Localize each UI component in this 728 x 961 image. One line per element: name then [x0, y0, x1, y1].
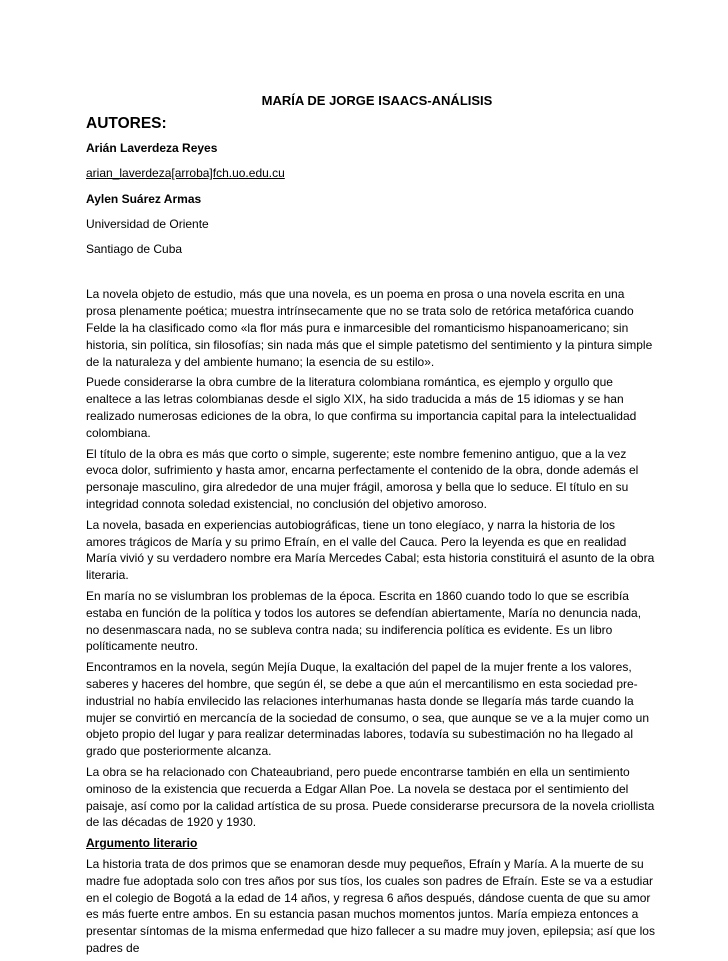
document-title: MARÍA DE JORGE ISAACS-ANÁLISIS [261, 93, 493, 108]
document-page [86, 92, 656, 961]
spacer [86, 266, 656, 286]
paragraph: La historia trata de dos primos que se enamoran desde muy pequeños, Efraín y María. A la muerte de su madre fue adoptada solo con tres años por sus tíos, los cuales son padres de Efraín. Este se va a estudiar en el colegio de Bogotá a la edad de 14 años, y regresa 6 años después, dándose cuenta de que su amor es más fuerte entre ambos. En su estancia pasan muchos momentos juntos. María empieza entonces a presentar síntomas de la misma enfermedad que hizo fallecer a su madre muy joven, epilepsia; así que los padres de [86, 856, 655, 955]
author-name-2: Aylen Suárez Armas [86, 191, 202, 206]
paragraph: La novela, basada en experiencias autobiográficas, tiene un tono elegíaco, y narra la historia de los amores trágicos de María y su primo Efraín, en el valle del Cauca. Pero la leyenda es que en realidad María vivió y su verdadero nombre era María Mercedes Cabal; esta historia constituirá el asunto de la obra literaria. [86, 517, 655, 583]
paragraph: El título de la obra es más que corto o simple, sugerente; este nombre femenino antiguo, que a la vez evoca dolor, sufrimiento y hasta amor, encarna perfectamente el contenido de la obra, donde además el personaje masculino, gira alrededor de una mujer frágil, amorosa y bella que lo seduce. El título en su integridad connota soledad existencial, no conclusión del objetivo amoroso. [86, 446, 639, 512]
institution: Universidad de Oriente [86, 216, 209, 231]
author-name-1: Arián Laverdeza Reyes [86, 141, 218, 155]
city: Santiago de Cuba [86, 242, 183, 257]
paragraph: La obra se ha relacionado con Chateaubriand, pero puede encontrarse también en ella un sentimiento ominoso de la existencia que recuerda a Edgar Allan Poe. La novela se destaca por el sentimiento del paisaje, así como por la calidad artística de su prosa. Puede considerarse precursora de la novela criollista de las décadas de 1920 y 1930. [86, 765, 655, 830]
section-subheading: Argumento literario [86, 836, 198, 851]
author-email[interactable]: arian_laverdeza[arroba]fch.uo.edu.cu [86, 166, 285, 181]
paragraph: Puede considerarse la obra cumbre de la literatura colombiana romántica, es ejemplo y orgullo que enaltece a las letras colombianas desde el siglo XIX, ha sido traducida a más de 15 idiomas y se han realizado numerosas ediciones de la obra, lo que confirma su importancia capital para la intelectualidad colombiana. [86, 375, 637, 440]
paragraph: La novela objeto de estudio, más que una novela, es un poema en prosa o una novela escrita en una prosa plenamente poética; muestra intrínsecamente que no se trata solo de retórica metafórica cuando Felde la ha clasificado como «la flor más pura e inmarcesible del romanticismo hispanoamericano; sin historia, sin política, sin filosofías; sin nada más que el simple patetismo del sentimiento y la pintura simple de la naturaleza y del ambiente humano; la esencia de su estilo». [86, 287, 653, 369]
paragraph: Encontramos en la novela, según Mejía Duque, la exaltación del papel de la mujer frente a los valores, saberes y haceres del hombre, que según él, se debe a que aún el mercantilismo en esta sociedad pre-industrial no había envilecido las relaciones interhumanas hasta donde se llegaría más tarde cuando la mujer se convirtió en mercancía de la sociedad de consumo, o sea, que aunque se ve a la mujer como un objeto propio del lugar y para realizar determinadas labores, todavía su subestimación no ha llegado al grado que posteriormente alcanza. [86, 660, 649, 759]
authors-heading: AUTORES: [86, 115, 167, 132]
paragraph: En maría no se vislumbran los problemas de la época. Escrita en 1860 cuando todo lo que se escribía estaba en función de la política y todos los autores se defendían abiertamente, María no denuncia nada, no desenmascara nada, no se subleva contra nada; su indiferencia política es evidente. Es un libro políticamente neutro. [86, 589, 642, 654]
